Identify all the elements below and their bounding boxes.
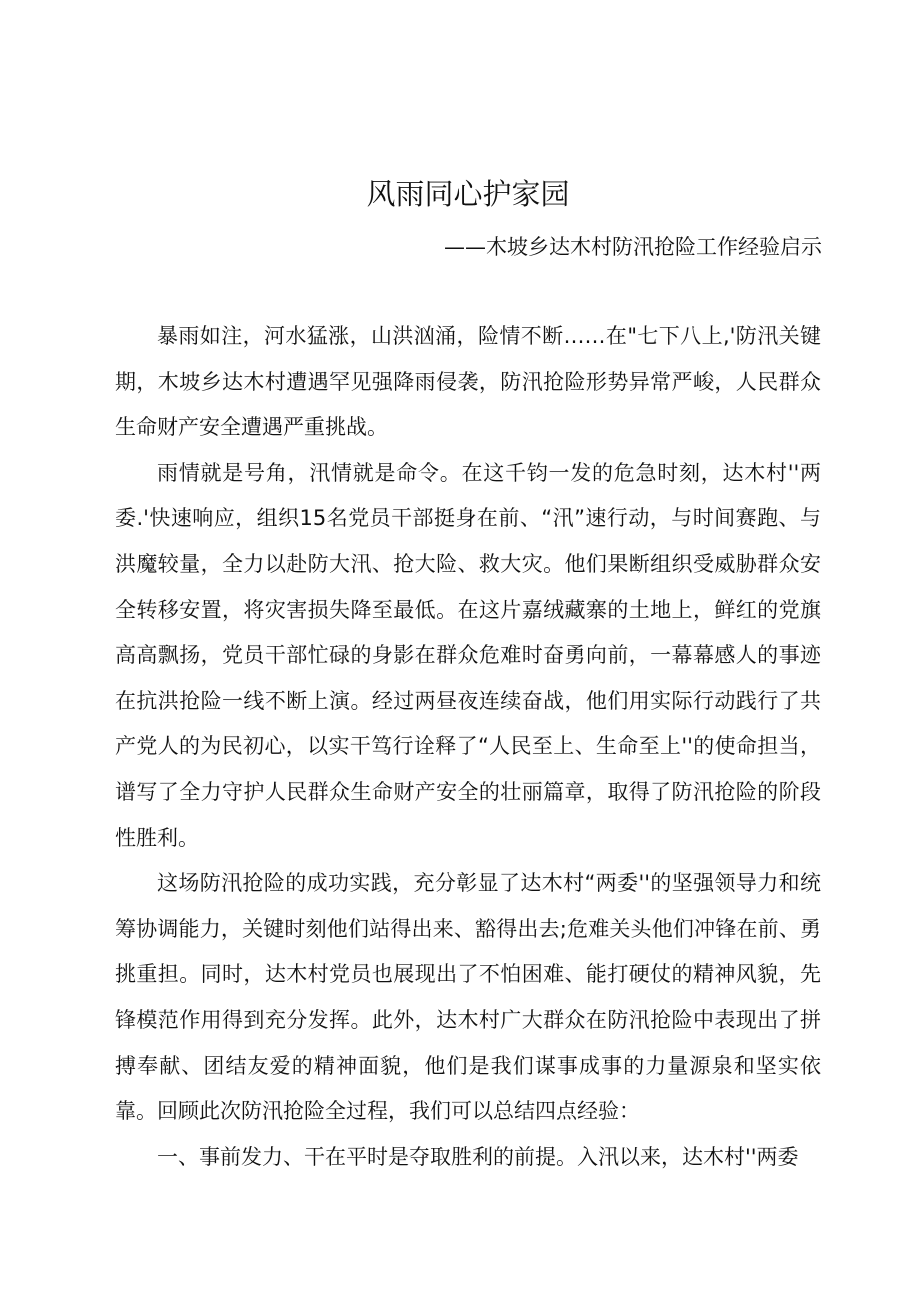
document-subtitle: ——木坡乡达木村防汛抢险工作经验启示 [444,235,822,259]
document-title: 风雨同心护家园 [366,177,570,211]
paragraph-lesson-one: 一、事前发力、干在平时是夺取胜利的前提。入汛以来，达木村''两委 [157,1144,799,1169]
paragraph-response: 雨情就是号角，汛情就是命令。在这千钧一发的危急时刻，达木村''两委.'快速响应，组织15名党员干部挺身在前、“汛”速行动，与时间赛跑、与洪魔较量，全力以赴防大汛、抢大险、救大灾。他们果断组织受威胁群众安全转移安置，将灾害损失降至最低。在这片嘉绒藏寨的土地上，鲜红的党旗高高飘扬，党员干部忙碌的身影在群众危难时奋勇向前，一幕幕感人的事迹在抗洪抢险一线不断上演。经过两昼夜连续奋战，他们用实际行动践行了共产党人的为民初心，以实干笃行诠释了“人民至上、生命至上''的使命担当，谱写了全力守护人民群众生命财产安全的壮丽篇章，取得了防汛抢险的阶段性胜利。 [115,460,821,850]
paragraph-summary: 这场防汛抢险的成功实践，充分彰显了达木村“两委''的坚强领导力和统筹协调能力，关键时刻他们站得出来、豁得出去;危难关头他们冲锋在前、勇挑重担。同时，达木村党员也展现出了不怕困难、能打硬仗的精神风貌，先锋模范作用得到充分发挥。此外，达木村广大群众在防汛抢险中表现出了拼搏奉献、团结友爱的精神面貌，他们是我们谋事成事的力量源泉和坚实依靠。回顾此次防汛抢险全过程，我们可以总结四点经验： [115,871,821,1124]
paragraph-intro: 暴雨如注，河水猛涨，山洪汹涌，险情不断……在"七下八上,'防汛关键期，木坡乡达木村遭遇罕见强降雨侵袭，防汛抢险形势异常严峻，人民群众生命财产安全遭遇严重挑战。 [115,324,821,440]
document-body [115,314,821,1180]
